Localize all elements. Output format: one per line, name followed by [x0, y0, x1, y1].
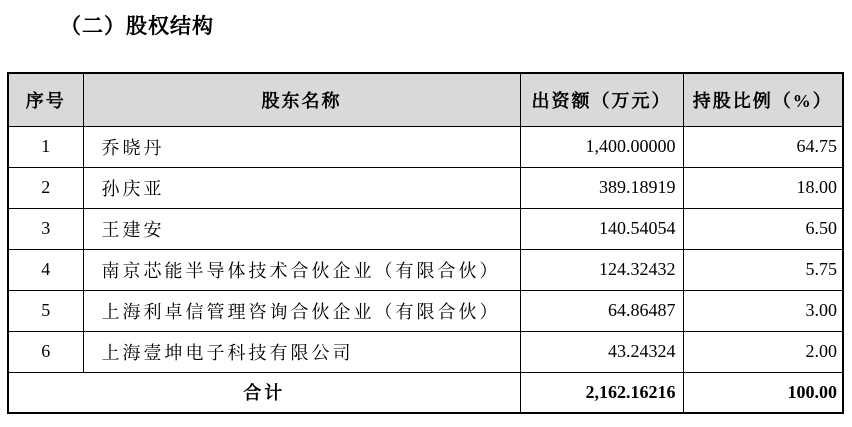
ratio-cell: 18.00 [683, 167, 843, 208]
serial-cell: 2 [8, 167, 83, 208]
total-row [8, 372, 843, 413]
table-row [8, 208, 843, 249]
shareholder-name-cell: 乔晓丹 [83, 126, 520, 167]
ratio-cell: 2.00 [683, 331, 843, 372]
serial-cell: 3 [8, 208, 83, 249]
serial-cell: 1 [8, 126, 83, 167]
contribution-cell: 389.18919 [520, 167, 683, 208]
table-row [8, 290, 843, 331]
contribution-cell: 64.86487 [520, 290, 683, 331]
shareholder-name-cell: 上海利卓信管理咨询合伙企业（有限合伙） [83, 290, 520, 331]
serial-cell: 6 [8, 331, 83, 372]
contribution-cell: 1,400.00000 [520, 126, 683, 167]
table-row [8, 126, 843, 167]
shareholder-name-cell: 南京芯能半导体技术合伙企业（有限合伙） [83, 249, 520, 290]
ratio-cell: 64.75 [683, 126, 843, 167]
col-header-shareholder-name: 股东名称 [83, 73, 520, 126]
table-row [8, 167, 843, 208]
total-contribution-cell: 2,162.16216 [520, 372, 683, 413]
contribution-cell: 43.24324 [520, 331, 683, 372]
section-title: （二）股权结构 [60, 14, 214, 38]
shareholder-name-cell: 孙庆亚 [83, 167, 520, 208]
contribution-cell: 124.32432 [520, 249, 683, 290]
shareholder-name-cell: 王建安 [83, 208, 520, 249]
serial-cell: 4 [8, 249, 83, 290]
equity-structure-table [7, 72, 844, 414]
ratio-cell: 5.75 [683, 249, 843, 290]
table-row [8, 331, 843, 372]
col-header-shareholding-ratio: 持股比例（%） [683, 73, 843, 126]
ratio-cell: 3.00 [683, 290, 843, 331]
header-row [8, 73, 843, 126]
contribution-cell: 140.54054 [520, 208, 683, 249]
total-label: 合计 [8, 372, 520, 413]
serial-cell: 5 [8, 290, 83, 331]
total-ratio-cell: 100.00 [683, 372, 843, 413]
col-header-contribution: 出资额（万元） [520, 73, 683, 126]
table-row [8, 249, 843, 290]
shareholder-name-cell: 上海壹坤电子科技有限公司 [83, 331, 520, 372]
col-header-serial: 序号 [8, 73, 83, 126]
ratio-cell: 6.50 [683, 208, 843, 249]
